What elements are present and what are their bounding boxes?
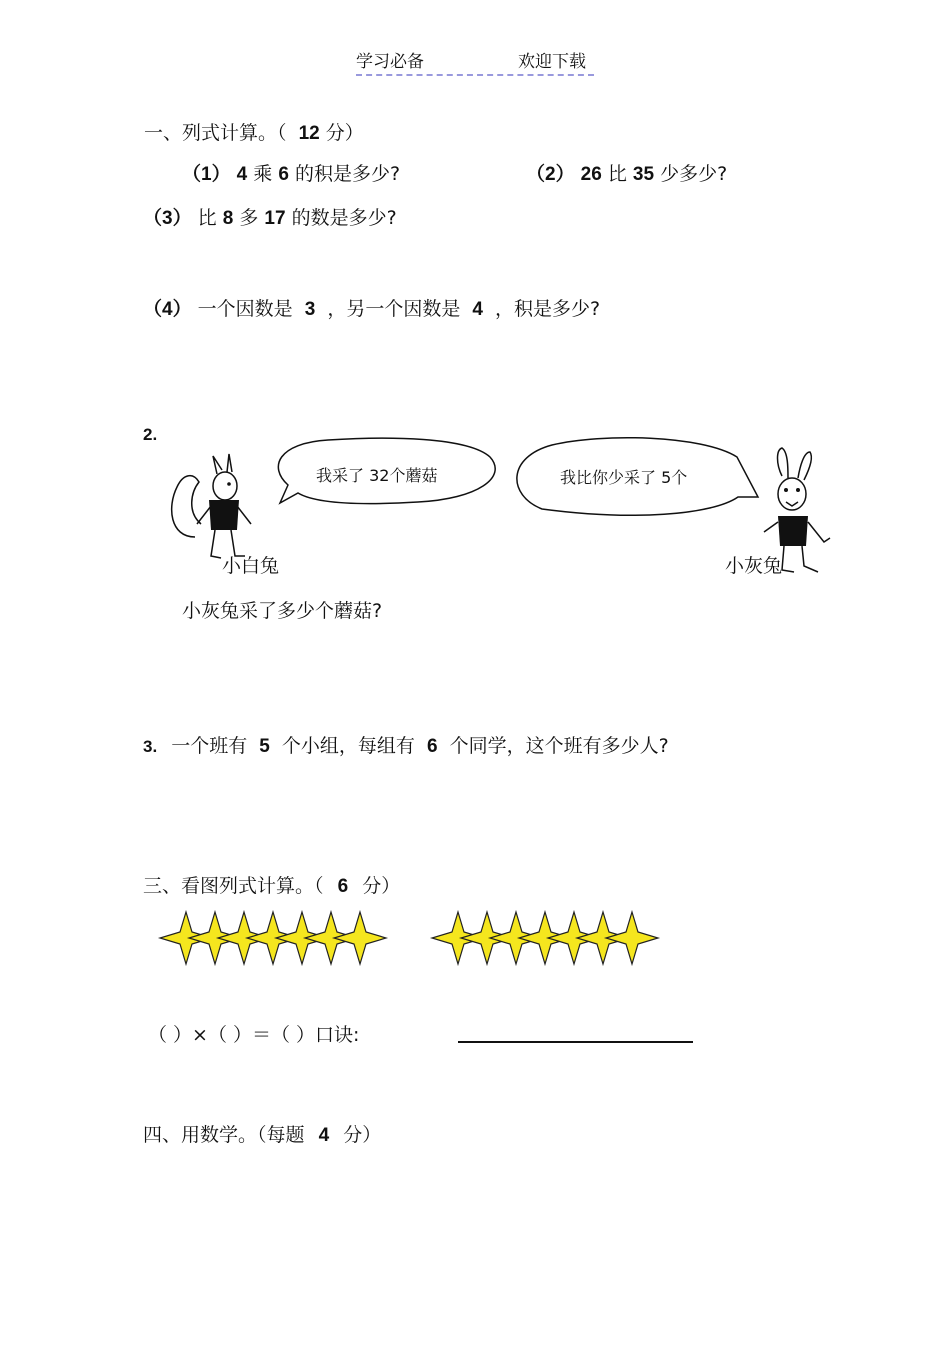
star-icon — [334, 912, 386, 964]
star-picture — [0, 912, 950, 964]
question-2: （2） 26 比 35 少多少? — [526, 163, 728, 185]
name-grey-rabbit: 小灰兔 — [725, 555, 783, 577]
white-rabbit-icon — [165, 452, 260, 564]
problem2-question: 小灰兔采了多少个蘑菇? — [182, 600, 383, 622]
bubble-left-text: 我采了 32个蘑菇 — [316, 466, 438, 485]
page-header — [356, 47, 594, 76]
question-3: （3） 比 8 多 17 的数是多少? — [143, 207, 397, 229]
problem2-number: 2. — [143, 425, 158, 444]
star-icon — [606, 912, 658, 964]
bubble-right-text: 我比你少采了 5个 — [560, 468, 688, 487]
section4-title: 四、用数学。（每题 4 分） — [143, 1124, 382, 1146]
section1-title: 一、列式计算。（ 12 分） — [144, 122, 364, 144]
section3-title: 三、看图列式计算。（ 6 分） — [143, 875, 401, 897]
section3-formula: （ ）×（ ）＝（ ）口诀: — [148, 1024, 360, 1046]
answer-line — [458, 1041, 693, 1043]
question-1: （1） 4 乘 6 的积是多少? — [182, 163, 401, 185]
question-4: （4） 一个因数是 3 ，另一个因数是 4 ，积是多少? — [143, 298, 601, 320]
header-right: 欢迎下载 — [518, 52, 586, 72]
problem3: 3. 一个班有 5 个小组，每组有 6 个同学，这个班有多少人? — [143, 735, 669, 757]
name-white-rabbit: 小白兔 — [222, 555, 280, 577]
header-left: 学习必备 — [356, 52, 424, 72]
